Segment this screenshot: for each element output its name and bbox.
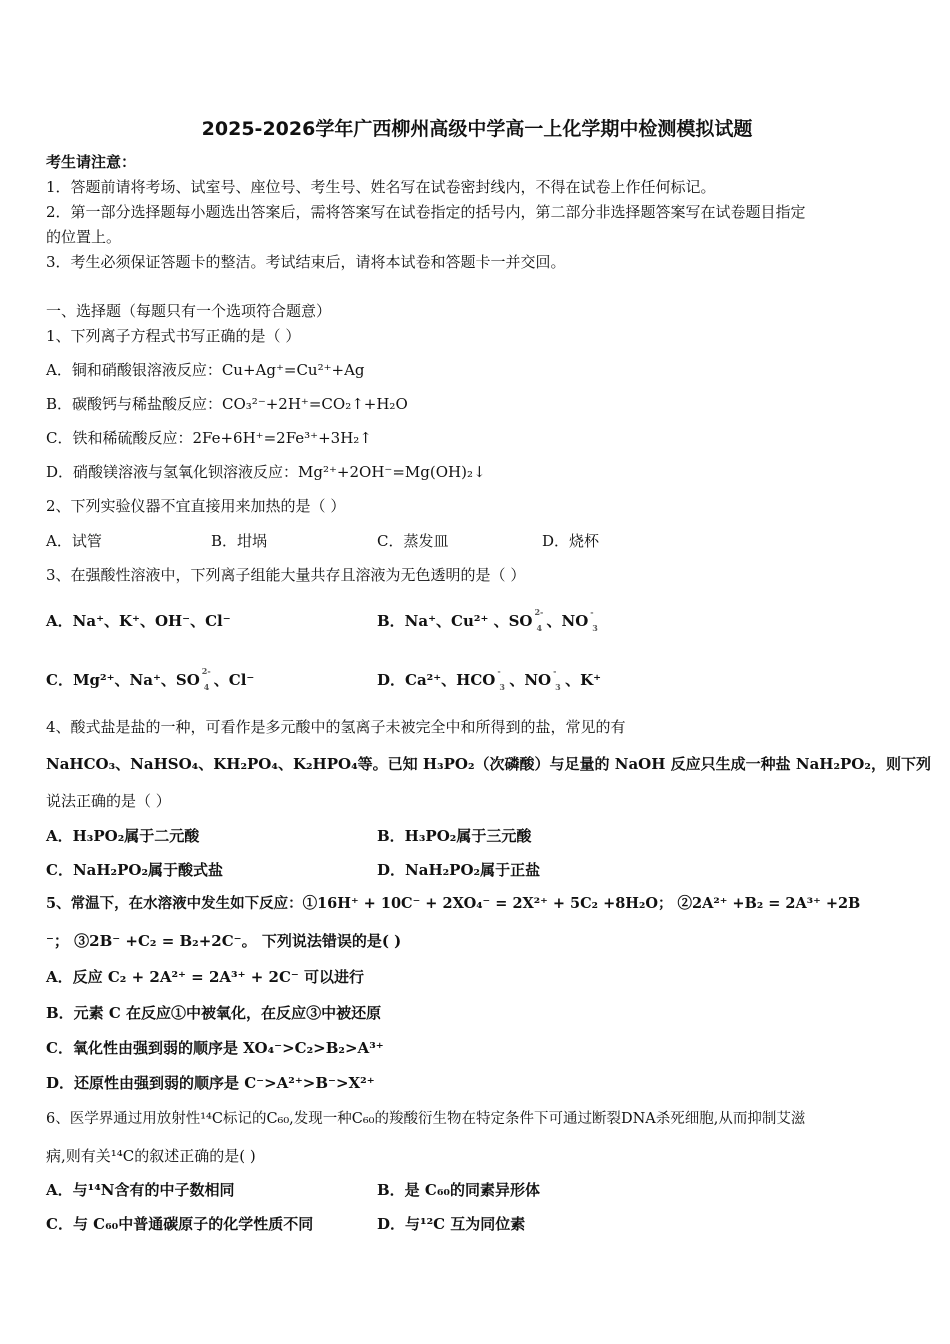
question-3-option-b <box>377 607 602 633</box>
subscript-label: 3 <box>592 623 598 633</box>
sulfate-charge <box>200 666 214 692</box>
question-2-option-d: D．烧杯 <box>542 532 600 550</box>
question-1-option-a: A．铜和硝酸银溶液反应：Cu+Ag⁺=Cu²⁺+Ag <box>46 361 365 379</box>
question-6-option-c: C．与 C₆₀中普通碳原子的化学性质不同 <box>46 1215 314 1233</box>
question-5-option-c: C．氧化性由强到弱的顺序是 XO₄⁻>C₂>B₂>A³⁺ <box>46 1039 384 1057</box>
subscript-label: 4 <box>536 623 543 633</box>
subscript-label: 3 <box>499 682 505 692</box>
question-3-stem: 3、在强酸性溶液中，下列离子组能大量共存且溶液为无色透明的是（ ） <box>46 566 526 584</box>
question-2-option-b: B．坩埚 <box>211 532 268 550</box>
question-3-option-a: A．Na⁺、K⁺、OH⁻、Cl⁻ <box>46 612 231 630</box>
question-5-option-a: A．反应 C₂ + 2A²⁺ = 2A³⁺ + 2C⁻ 可以进行 <box>46 968 365 986</box>
notice-heading: 考生请注意： <box>46 153 137 171</box>
charge-label: - <box>497 666 501 676</box>
question-2-option-a: A．试管 <box>46 532 102 550</box>
question-5-line-1: 5、常温下，在水溶液中发生如下反应：①16H⁺ + 10C⁻ + 2XO₄⁻ = 2X²⁺ + 5C₂ +8H₂O； ②2A²⁺ +B₂ = 2A³⁺ +2B <box>46 895 861 912</box>
bicarbonate-charge <box>495 666 509 692</box>
question-1-option-b: B．碳酸钙与稀盐酸反应：CO₃²⁻+2H⁺=CO₂↑+H₂O <box>46 395 408 413</box>
question-6-line-1: 6、医学界通过用放射性¹⁴C标记的C₆₀,发现一种C₆₀的羧酸衍生物在特定条件下可通过断裂DNA杀死细胞,从而抑制艾滋 <box>46 1111 806 1127</box>
nitrate-charge <box>588 607 602 633</box>
question-5-line-2: ⁻； ③2B⁻ +C₂ = B₂+2C⁻。 下列说法错误的是( ) <box>46 932 402 950</box>
question-6-option-a: A．与¹⁴N含有的中子数相同 <box>46 1181 235 1199</box>
question-3-option-d <box>377 666 602 692</box>
option-c-suffix: 、Cl⁻ <box>213 671 255 689</box>
question-4-option-d: D．NaH₂PO₂属于正盐 <box>377 861 541 879</box>
question-2-option-c: C．蒸发皿 <box>377 532 449 550</box>
question-6-option-b: B．是 C₆₀的同素异形体 <box>377 1181 540 1199</box>
charge-label: 2- <box>201 666 211 676</box>
option-d-middle: 、NO <box>509 671 552 689</box>
question-1-option-c: C．铁和稀硫酸反应：2Fe+6H⁺=2Fe³⁺+3H₂↑ <box>46 429 372 447</box>
option-d-suffix: 、K⁺ <box>565 671 602 689</box>
option-b-prefix: B．Na⁺、Cu²⁺ 、SO <box>377 612 533 630</box>
notice-item-1: 1．答题前请将考场、试室号、座位号、考生号、姓名写在试卷密封线内，不得在试卷上作任何标记。 <box>46 178 716 196</box>
question-2-stem: 2、下列实验仪器不宜直接用来加热的是（ ） <box>46 497 346 515</box>
question-4-option-a: A．H₃PO₂属于二元酸 <box>46 827 200 845</box>
option-d-prefix: D．Ca²⁺、HCO <box>377 671 496 689</box>
notice-item-2: 2．第一部分选择题每小题选出答案后，需将答案写在试卷指定的括号内，第二部分非选择题答案写在试卷题目指定 <box>46 203 806 221</box>
option-b-middle: 、NO <box>546 612 589 630</box>
nitrate-charge <box>551 666 565 692</box>
question-3-option-c <box>46 666 255 692</box>
question-5-option-d: D．还原性由强到弱的顺序是 C⁻>A²⁺>B⁻>X²⁺ <box>46 1074 375 1092</box>
question-4-line-3: 说法正确的是（ ） <box>46 792 171 810</box>
question-6-option-d: D．与¹²C 互为同位素 <box>377 1215 526 1233</box>
charge-label: - <box>590 607 594 617</box>
question-4-option-b: B．H₃PO₂属于三元酸 <box>377 827 532 845</box>
question-4-line-1: 4、酸式盐是盐的一种，可看作是多元酸中的氢离子未被完全中和所得到的盐，常见的有 <box>46 718 626 736</box>
question-1-stem: 1、下列离子方程式书写正确的是（ ） <box>46 327 301 345</box>
question-5-option-b: B．元素 C 在反应①中被氧化，在反应③中被还原 <box>46 1004 382 1022</box>
sulfate-charge <box>532 607 546 633</box>
page-title: 2025-2026学年广西柳州高级中学高一上化学期中检测模拟试题 <box>201 118 753 140</box>
question-4-line-2: NaHCO₃、NaHSO₄、KH₂PO₄、K₂HPO₄等。已知 H₃PO₂（次磷酸）与足量的 NaOH 反应只生成一种盐 NaH₂PO₂，则下列 <box>46 755 931 773</box>
subscript-label: 4 <box>203 682 210 692</box>
notice-item-2-cont: 的位置上。 <box>46 228 122 246</box>
subscript-label: 3 <box>555 682 561 692</box>
question-6-line-2: 病,则有关¹⁴C的叙述正确的是( ) <box>46 1147 256 1165</box>
charge-label: - <box>553 666 557 676</box>
option-c-prefix: C．Mg²⁺、Na⁺、SO <box>46 671 200 689</box>
notice-item-3: 3．考生必须保证答题卡的整洁。考试结束后，请将本试卷和答题卡一并交回。 <box>46 253 566 271</box>
question-1-option-d: D．硝酸镁溶液与氢氧化钡溶液反应：Mg²⁺+2OH⁻=Mg(OH)₂↓ <box>46 463 486 481</box>
section-heading: 一、选择题（每题只有一个选项符合题意） <box>46 302 332 320</box>
charge-label: 2- <box>534 607 544 617</box>
question-4-option-c: C．NaH₂PO₂属于酸式盐 <box>46 861 224 879</box>
